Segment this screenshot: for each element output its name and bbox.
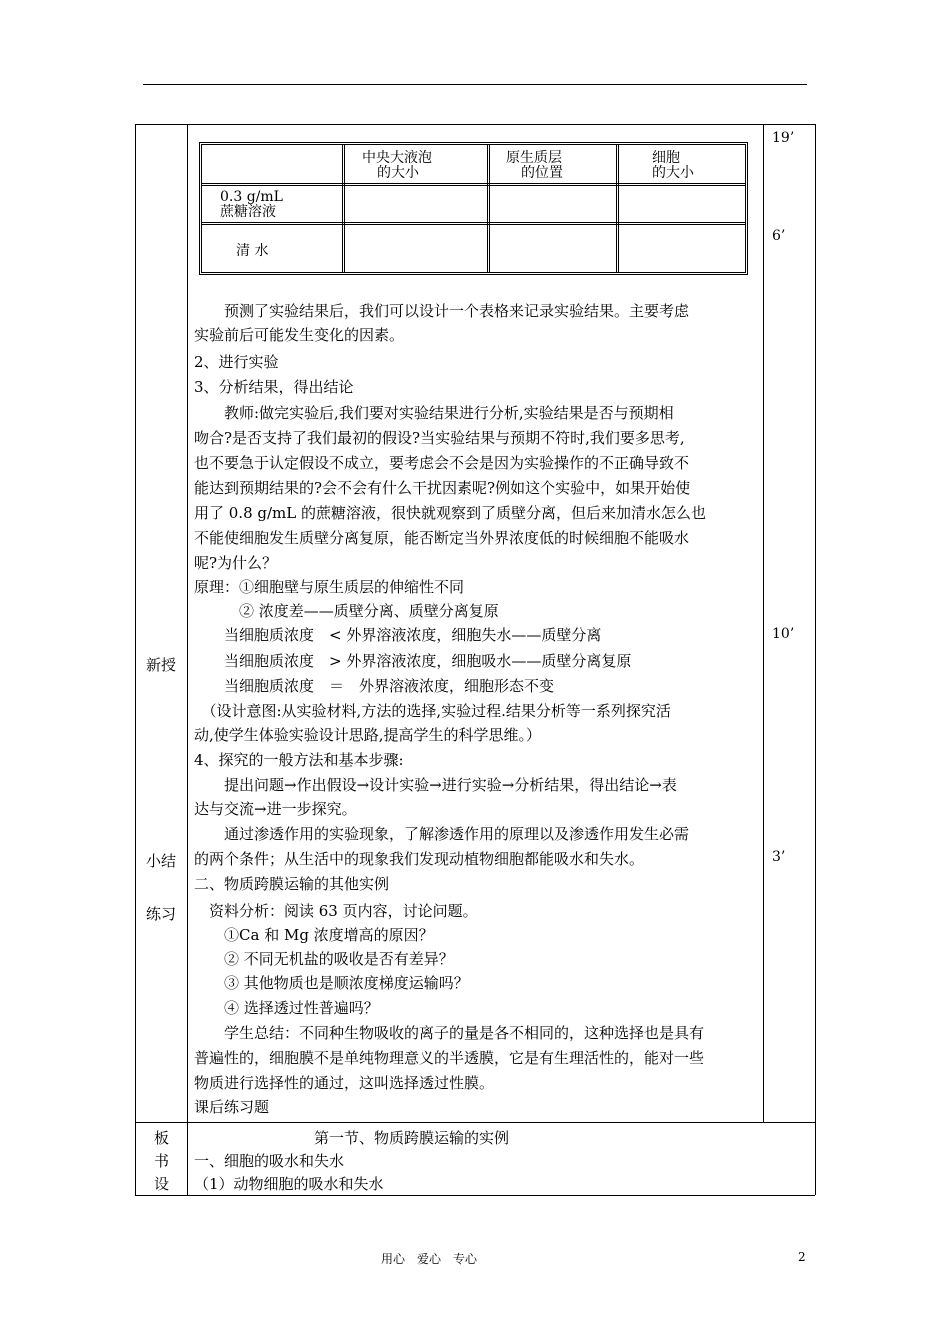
- body-line: ③ 其他物质也是顺浓度梯度运输吗？: [194, 974, 469, 992]
- time-mark: 19’: [772, 130, 795, 146]
- footer-motto: 用心 爱心 专心: [381, 1252, 478, 1266]
- board-line: 一、细胞的吸水和失水: [194, 1152, 345, 1170]
- body-line: 当细胞质浓度 ＝ 外界溶液浓度，细胞形态不变: [194, 677, 555, 695]
- table-time-divider: [763, 124, 764, 1122]
- body-line: （设计意图:从实验材料,方法的选择,实验过程.结果分析等一系列探究活: [194, 702, 671, 720]
- inner-header-cell-size: 细胞 的大小: [652, 150, 694, 181]
- inner-row-sucrose: 0.3 g/mL 蔗糖溶液: [220, 189, 283, 220]
- side-label-board: 设: [154, 1175, 170, 1193]
- body-line: 预测了实验结果后，我们可以设计一个表格来记录实验结果。主要考虑: [194, 302, 690, 320]
- body-line: 提出问题→作出假设→设计实验→进行实验→分析结果，得出结论→表: [194, 776, 677, 794]
- time-mark: 6’: [772, 228, 786, 244]
- side-label-new-lesson: 新授: [146, 656, 177, 674]
- body-line: 达与交流→进一步探究。: [194, 800, 357, 818]
- table-top-border: [135, 124, 815, 125]
- table-left-border: [135, 124, 136, 1195]
- body-line: 不能使细胞发生质壁分离复原，能否断定当外界浓度低的时候细胞不能吸水: [194, 529, 690, 547]
- body-line: ② 浓度差——质壁分离、质壁分离复原: [194, 602, 499, 620]
- body-line: 3、分析结果，得出结论: [194, 378, 354, 396]
- inner-col-divider: [342, 145, 345, 272]
- body-line: 学生总结：不同种生物吸收的离子的量是各不相同的，这种选择也是具有: [194, 1024, 705, 1042]
- inner-col-divider: [616, 145, 619, 272]
- table-right-border: [815, 124, 816, 1195]
- body-line: 当细胞质浓度 < 外界溶液浓度，细胞失水——质壁分离: [194, 626, 602, 644]
- inner-col-divider: [487, 145, 490, 272]
- body-line: 2、进行实验: [194, 353, 279, 371]
- side-label-board: 板: [154, 1129, 170, 1147]
- board-line: 第一节、物质跨膜运输的实例: [194, 1129, 510, 1147]
- table-col-divider: [187, 124, 188, 1195]
- body-line: 当细胞质浓度 > 外界溶液浓度，细胞吸水——质壁分离复原: [194, 652, 632, 670]
- body-line: 动,使学生体验实验设计思路,提高学生的科学思维。）: [194, 726, 542, 744]
- time-mark: 3’: [772, 849, 786, 865]
- inner-row-divider: [202, 222, 745, 225]
- body-line: ④ 选择透过性普遍吗？: [194, 999, 379, 1017]
- body-line: 通过渗透作用的实验现象，了解渗透作用的原理以及渗透作用发生必需: [194, 825, 690, 843]
- body-line: 吻合?是否支持了我们最初的假设?当实验结果与预期不符时,我们要多思考,: [194, 429, 685, 447]
- body-line: 用了 0.8 g/mL 的蔗糖溶液，很快就观察到了质壁分离，但后来加清水怎么也: [194, 504, 707, 522]
- inner-row-water: 清 水: [236, 243, 269, 259]
- body-line: 原理：①细胞壁与原生质层的伸缩性不同: [194, 578, 465, 596]
- inner-header-vacuole: 中央大液泡 的大小: [362, 150, 432, 181]
- body-line: ② 不同无机盐的吸收是否有差异？: [194, 950, 454, 968]
- body-line: ①Ca 和 Mg 浓度增高的原因？: [194, 926, 434, 944]
- body-line: 资料分析：阅读 63 页内容，讨论问题。: [194, 902, 478, 920]
- inner-row-divider: [202, 183, 745, 186]
- side-label-board: 书: [154, 1152, 170, 1170]
- time-mark: 10’: [772, 626, 795, 642]
- header-rule: [143, 84, 807, 85]
- body-line: 能达到预期结果的?会不会有什么干扰因素呢?例如这个实验中，如果开始使: [194, 479, 691, 497]
- board-line: （1）动物细胞的吸水和失水: [194, 1175, 384, 1193]
- body-line: 物质进行选择性的通过，这叫选择透过性膜。: [194, 1074, 495, 1092]
- body-line: 普遍性的，细胞膜不是单纯物理意义的半透膜，它是有生理活性的，能对一些: [194, 1049, 705, 1067]
- body-line: 的两个条件；从生活中的现象我们发现动植物细胞都能吸水和失水。: [194, 850, 645, 868]
- table-section-divider: [135, 1122, 815, 1123]
- inner-header-protoplast: 原生质层 的位置: [506, 150, 563, 181]
- page-number: 2: [798, 1250, 806, 1264]
- side-label-summary: 小结: [146, 852, 177, 870]
- body-line: 课后练习题: [194, 1098, 270, 1116]
- body-line: 二、物质跨膜运输的其他实例: [194, 875, 390, 893]
- body-line: 教师:做完实验后,我们要对实验结果进行分析,实验结果是否与预期相: [194, 404, 674, 422]
- body-line: 4、探究的一般方法和基本步骤:: [194, 751, 404, 769]
- side-label-practice: 练习: [146, 905, 177, 923]
- body-line: 也不要急于认定假设不成立，要考虑会不会是因为实验操作的不正确导致不: [194, 454, 690, 472]
- body-line: 呢?为什么？: [194, 554, 278, 572]
- body-line: 实验前后可能发生变化的因素。: [194, 326, 405, 344]
